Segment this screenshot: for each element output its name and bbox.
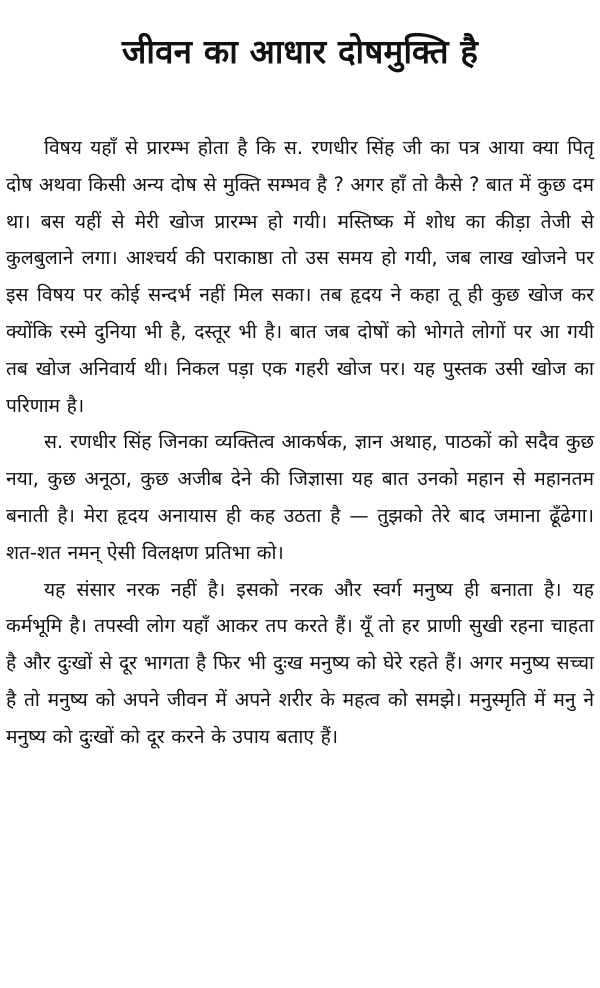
paragraph-2: स. रणधीर सिंह जिनका व्यक्तित्व आकर्षक, ज्ञान अथाह, पाठकों को सदैव कुछ नया, कुछ अनूठा, कुछ अजीब देने की जिज्ञासा यह बात उनको महान से महानतम बनाती है। मेरा हृदय अनायास ही कह उठता है — तुझको तेरे बाद जमाना ढूँढेगा। शत-शत नमन् ऐसी विलक्षण प्रतिभा को। <box>6 430 594 564</box>
page-title: जीवन का आधार दोषमुक्ति है <box>121 32 479 72</box>
paragraph-3: यह संसार नरक नहीं है। इसको नरक और स्वर्ग मनुष्य ही बनाता है। यह कर्मभूमि है। तपस्वी लोग यहाँ आकर तप करते हैं। यूँ तो हर प्राणी सुखी रहना चाहता है और दुःखों से दूर भागता है फिर भी दुःख मनुष्य को घेरे रहते हैं। अगर मनुष्य सच्चा है तो मनुष्य को अपने जीवन में अपने शरीर के महत्व को समझे। मनुस्मृति में मनु ने मनुष्य को दुःखों को दूर करने के उपाय बताए हैं। <box>6 577 594 748</box>
body-text <box>6 130 594 756</box>
paragraph-1: विषय यहाँ से प्रारम्भ होता है कि स. रणधीर सिंह जी का पत्र आया क्या पितृ दोष अथवा किसी अन्य दोष से मुक्ति सम्भव है ? अगर हाँ तो कैसे ? बात में कुछ दम था। बस यहीं से मेरी खोज प्रारम्भ हो गयी। मस्तिष्क में शोध का कीड़ा तेजी से कुलबुलाने लगा। आश्चर्य की पराकाष्ठा तो उस समय हो गयी, जब लाख खोजने पर इस विषय पर कोई सन्दर्भ नहीं मिल सका। तब हृदय ने कहा तू ही कुछ खोज कर क्योंकि रस्मे दुनिया भी है, दस्तूर भी है। बात जब दोषों को भोगते लोगों पर आ गयी तब खोज अनिवार्य थी। निकल पड़ा एक गहरी खोज पर। यह पुस्तक उसी खोज का परिणाम है। <box>6 136 594 417</box>
